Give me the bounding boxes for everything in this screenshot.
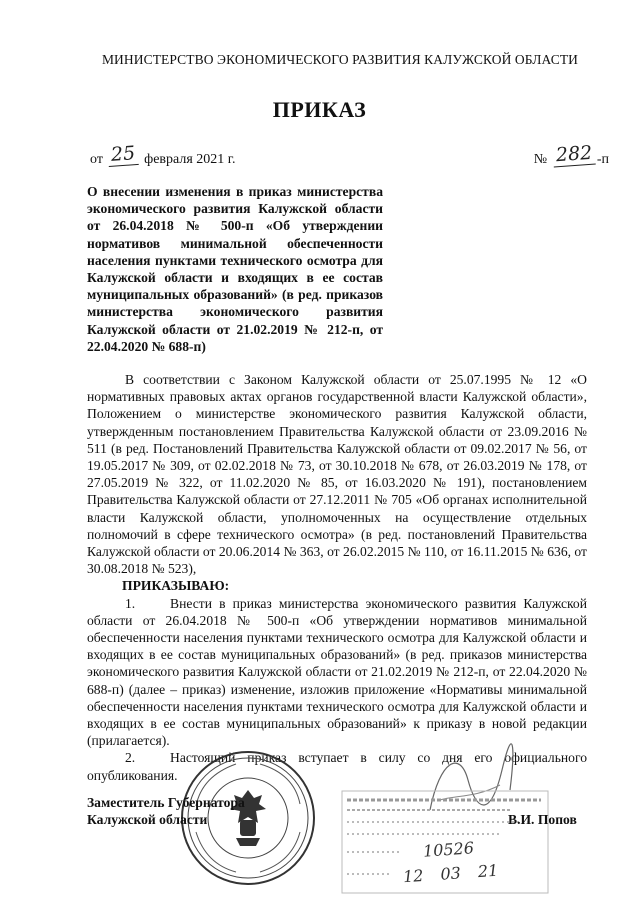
number-suffix: -п bbox=[596, 152, 609, 167]
subject-text: О внесении изменения в приказ министерства экономического развития Калужской области от 26.04.2018 № 500-п «Об утверждении нормативов минимальной обеспеченности населения пунктами технического осмотра для Калужской области и входящих в ее состав муниципальных образований» (в ред. приказов министерства экономического развития Калужской области от 21.02.2019 № 212-п, от 22.04.2020 № 688-п) bbox=[87, 184, 383, 354]
signatory-position bbox=[87, 794, 245, 828]
signatory-name: В.И. Попов bbox=[508, 812, 577, 827]
signatory-position-line2: Калужской области bbox=[87, 812, 208, 827]
item-number: 2. bbox=[125, 750, 136, 766]
item-number: 1. bbox=[125, 595, 136, 611]
signatory-position-line1: Заместитель Губернатора bbox=[87, 795, 245, 810]
document-body bbox=[87, 371, 587, 784]
stamp-registration-date: 12 03 21 bbox=[402, 860, 499, 887]
number-handwritten: 282 bbox=[552, 142, 596, 168]
document-type-title: ПРИКАЗ bbox=[272, 97, 367, 122]
preamble-paragraph: В соответствии с Законом Калужской области от 25.07.1995 № 12 «О нормативных правовых актах органов государственной власти Калужской области», Положением о министерстве экономического развития Калужской области, утвержденным постановлением Правительства Калужской области от 23.09.2016 № 511 (в ред. Постановлений Правительства Калужской области от 09.02.2017 № 56, от 19.05.2017 № 309, от 02.02.2018 № 73, от 30.10.2018 № 678, от 26.03.2019 № 178, от 27.05.2019 № 322, от 11.02.2020 № 85, от 16.03.2020 № 191), постановлением Правительства Калужской области от 27.12.2011 № 705 «Об органах исполнительной власти Калужской области, уполномоченных на осуществление отдельных полномочий в сфере технического осмотра» (в ред. постановлений Правительства Калужской области от 20.06.2014 № 363, от 26.02.2015 № 110, от 16.11.2015 № 636, от 30.08.2018 № 523), bbox=[87, 372, 587, 577]
date-prefix: от bbox=[90, 152, 103, 167]
item-text: Настоящий приказ вступает в силу со дня его официального опубликования. bbox=[87, 750, 587, 783]
list-item bbox=[87, 595, 587, 750]
date-day-handwritten: 25 bbox=[108, 142, 140, 167]
stamp-registration-number: 10526 bbox=[422, 838, 475, 861]
registration-stamp bbox=[341, 790, 549, 894]
document-number bbox=[533, 141, 609, 169]
number-prefix: № bbox=[533, 152, 548, 167]
date-month-year: февраля 2021 г. bbox=[144, 152, 236, 167]
decree-word: ПРИКАЗЫВАЮ: bbox=[122, 578, 230, 594]
item-text: Внести в приказ министерства экономического развития Калужской области от 26.04.2018 № 500-п «Об утверждении нормативов минимальной обеспеченности населения пунктами технического осмотра для Калужской области и входящих в ее состав муниципальных образований» (в ред. приказов министерства экономического развития Калужской области от 21.02.2019 № 212-п, от 22.04.2020 № 688-п) (далее – приказ) изменение, изложив приложение «Нормативы минимальной обеспеченности населения пунктами технического осмотра для Калужской области и входящих в ее состав муниципальных образований» к приказу в новой редакции (прилагается). bbox=[87, 595, 587, 749]
document-subject bbox=[87, 183, 383, 355]
document-date bbox=[90, 142, 236, 169]
ministry-name: МИНИСТЕРСТВО ЭКОНОМИЧЕСКОГО РАЗВИТИЯ КАЛУЖСКОЙ ОБЛАСТИ bbox=[101, 52, 579, 67]
